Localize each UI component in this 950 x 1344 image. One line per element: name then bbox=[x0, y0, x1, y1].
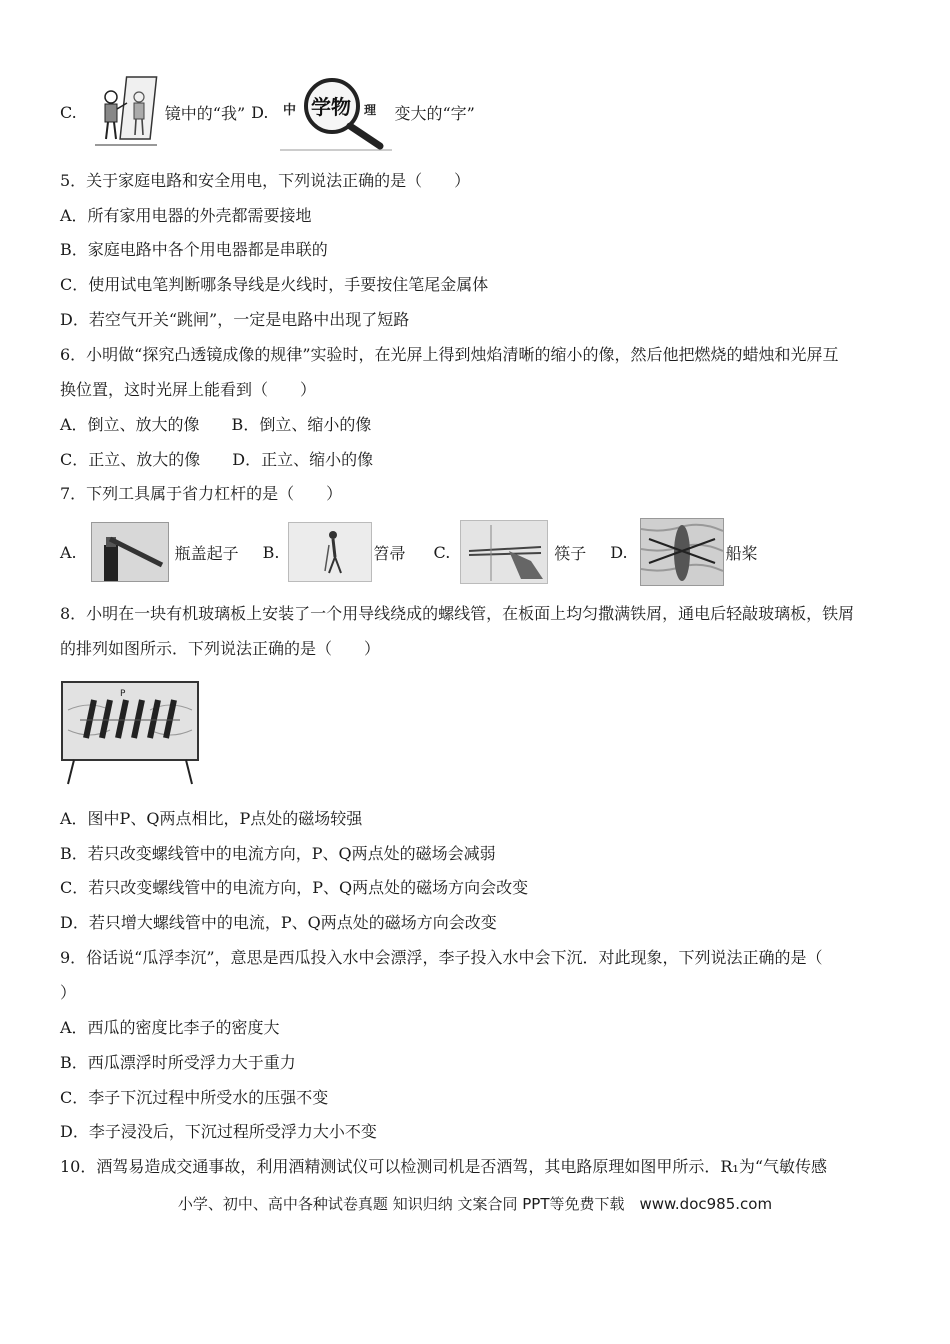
q8-option-b: B．若只改变螺线管中的电流方向，P、Q两点处的磁场会减弱 bbox=[60, 844, 496, 863]
option-c-text: 镜中的“我” bbox=[164, 103, 246, 123]
solenoid-label-p: P bbox=[120, 689, 126, 699]
rowing-oar-picture bbox=[640, 518, 724, 586]
option-c-letter: C. bbox=[60, 102, 77, 122]
q9-option-b: B．西瓜漂浮时所受浮力大于重力 bbox=[60, 1053, 296, 1072]
chopsticks-picture bbox=[460, 520, 548, 584]
q6-stem-line1: 6．小明做“探究凸透镜成像的规律”实验时，在光屏上得到烛焰清晰的缩小的像，然后他把燃烧的蜡烛和光屏互 bbox=[60, 345, 839, 364]
magnifier-picture bbox=[280, 72, 392, 152]
q9-option-d: D．李子浸没后，下沉过程所受浮力大小不变 bbox=[60, 1122, 377, 1141]
q9-stem-line2: ） bbox=[60, 983, 77, 1002]
q8-stem-line2: 的排列如图所示．下列说法正确的是（ ） bbox=[60, 639, 381, 658]
q5-option-c: C．使用试电笔判断哪条导线是火线时，手要按住笔尾金属体 bbox=[60, 275, 489, 294]
q8-stem-line1: 8．小明在一块有机玻璃板上安装了一个用导线绕成的螺线管，在板面上均匀撒满铁屑，通电后轻敲玻璃板，铁屑 bbox=[60, 604, 855, 623]
q5-option-a: A．所有家用电器的外壳都需要接地 bbox=[60, 206, 312, 225]
option-d-text: 变大的“字” bbox=[394, 103, 475, 123]
q5-stem: 5．关于家庭电路和安全用电，下列说法正确的是（ ） bbox=[60, 171, 471, 190]
q7-options-row bbox=[60, 517, 758, 587]
q8-option-d: D．若只增大螺线管中的电流，P、Q两点处的磁场方向会改变 bbox=[60, 913, 497, 932]
q7-option-a-text: 瓶盖起子 bbox=[174, 543, 239, 563]
q6-options-cd: C．正立、放大的像 D．正立、缩小的像 bbox=[60, 450, 374, 469]
mirror-boy-picture bbox=[91, 73, 161, 151]
q9-stem-line1: 9．俗话说“瓜浮李沉”，意思是西瓜投入水中会漂浮，李子投入水中会下沉．对此现象，下列说法正确的是（ bbox=[60, 948, 823, 967]
solenoid-iron-filings-figure bbox=[60, 680, 202, 788]
q8-option-a: A．图中P、Q两点相比，P点处的磁场较强 bbox=[60, 809, 363, 828]
q7-option-c-letter: C. bbox=[433, 542, 451, 562]
bottle-opener-picture bbox=[91, 522, 169, 582]
magnifier-char-left: 中 bbox=[283, 103, 297, 118]
q7-option-d-letter: D. bbox=[610, 542, 628, 562]
q7-option-b-letter: B. bbox=[262, 542, 280, 562]
q4-options-row bbox=[60, 72, 475, 152]
q5-option-d: D．若空气开关“跳闸”，一定是电路中出现了短路 bbox=[60, 310, 410, 329]
q5-option-b: B．家庭电路中各个用电器都是串联的 bbox=[60, 240, 328, 259]
q7-option-d-text: 船桨 bbox=[725, 543, 758, 563]
q10-stem-line1: 10．酒驾易造成交通事故，利用酒精测试仪可以检测司机是否酒驾，其电路原理如图甲所示．R₁为“气敏传感 bbox=[60, 1157, 828, 1176]
q7-stem: 7．下列工具属于省力杠杆的是（ ） bbox=[60, 484, 343, 503]
q9-option-a: A．西瓜的密度比李子的密度大 bbox=[60, 1018, 280, 1037]
option-d-letter: D. bbox=[251, 102, 269, 122]
q7-option-c-text: 筷子 bbox=[554, 543, 587, 563]
q7-option-b-text: 笤帚 bbox=[373, 543, 406, 563]
q6-stem-line2: 换位置，这时光屏上能看到（ ） bbox=[60, 380, 317, 399]
magnifier-char-center: 学物 bbox=[311, 95, 352, 119]
magnifier-char-right: 理 bbox=[364, 103, 377, 117]
page-footer: 小学、初中、高中各种试卷真题 知识归纳 文案合同 PPT等免费下载 www.doc985.com bbox=[177, 1195, 773, 1213]
q6-options-ab: A．倒立、放大的像 B．倒立、缩小的像 bbox=[60, 415, 372, 434]
q7-option-a-letter: A. bbox=[60, 542, 77, 562]
q8-option-c: C．若只改变螺线管中的电流方向，P、Q两点处的磁场方向会改变 bbox=[60, 878, 529, 897]
q9-option-c: C．李子下沉过程中所受水的压强不变 bbox=[60, 1088, 329, 1107]
broom-picture bbox=[288, 522, 372, 582]
